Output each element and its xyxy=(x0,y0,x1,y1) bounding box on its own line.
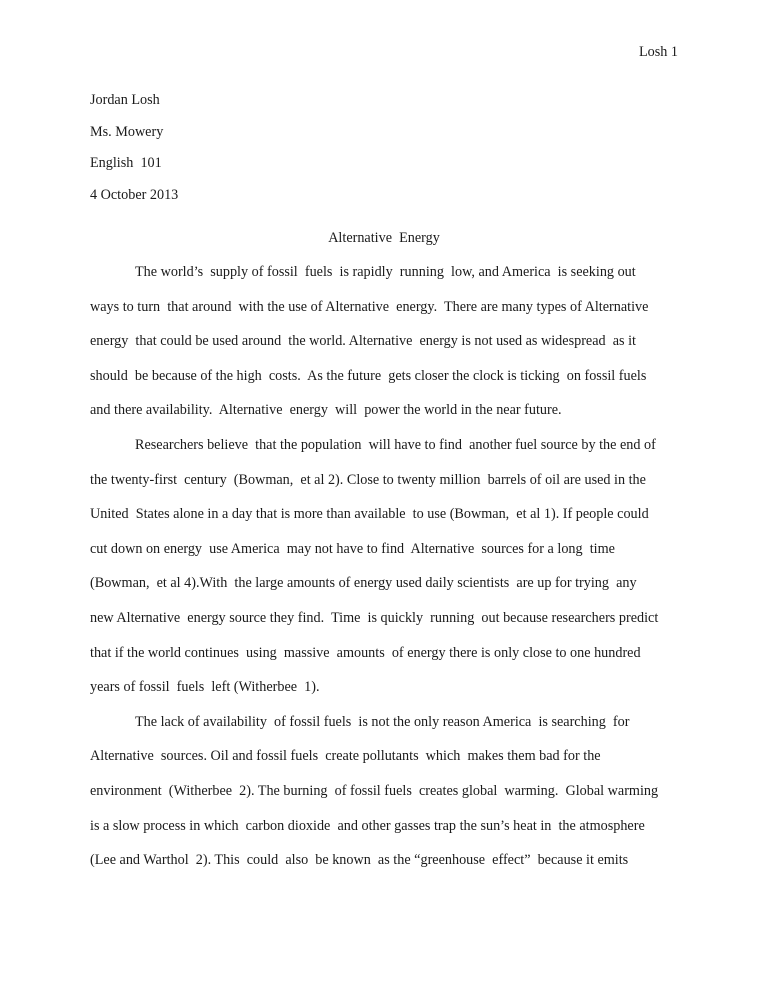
paragraph-2-line: (Bowman, et al 4).With the large amounts of energy used daily scientists are up for trying any xyxy=(90,575,637,592)
essay-title: Alternative Energy xyxy=(328,230,440,246)
author-name: Jordan Losh xyxy=(90,92,160,108)
paragraph-2-line: the twenty-first century (Bowman, et al 2). Close to twenty million barrels of oil are used in the xyxy=(90,471,646,488)
instructor-name: Ms. Mowery xyxy=(90,123,164,140)
paragraph-2-line: new Alternative energy source they find. Time is quickly running out because researchers predict xyxy=(90,609,659,626)
paragraph-2-line: years of fossil fuels left (Witherbee 1). xyxy=(90,679,320,696)
paragraph-1-line: ways to turn that around with the use of Alternative energy. There are many types of Alternative xyxy=(90,298,649,315)
running-head: Losh 1 xyxy=(638,44,678,60)
paragraph-2-line: cut down on energy use America may not have to find Alternative sources for a long time xyxy=(90,540,615,557)
paragraph-3-line: is a slow process in which carbon dioxide and other gasses trap the sun’s heat in the atmosphere xyxy=(90,817,645,834)
essay-body xyxy=(90,264,680,887)
paragraph-3-line: environment (Witherbee 2). The burning of fossil fuels creates global warming. Global warming xyxy=(90,782,659,799)
paragraph-3-line: The lack of availability of fossil fuels is not the only reason America is searching for xyxy=(135,713,630,730)
paragraph-1-line: The world’s supply of fossil fuels is rapidly running low, and America is seeking out xyxy=(135,264,636,280)
paragraph-2-line: Researchers believe that the population will have to find another fuel source by the end of xyxy=(135,436,656,453)
date-line: 4 October 2013 xyxy=(90,186,179,203)
paragraph-1-line: and there availability. Alternative energy will power the world in the near future. xyxy=(90,402,562,419)
mla-heading xyxy=(90,92,680,218)
paragraph-3-line: Alternative sources. Oil and fossil fuels create pollutants which makes them bad for the xyxy=(90,748,601,765)
paragraph-3-line: (Lee and Warthol 2). This could also be known as the “greenhouse effect” because it emits xyxy=(90,852,629,869)
course-name: English 101 xyxy=(90,155,162,171)
paragraph-1-line: should be because of the high costs. As the future gets closer the clock is ticking on fossil fuels xyxy=(90,367,647,384)
paragraph-2-line: United States alone in a day that is more than available to use (Bowman, et al 1). If people could xyxy=(90,506,649,523)
paragraph-1-line: energy that could be used around the world. Alternative energy is not used as widespread as it xyxy=(90,333,636,350)
paragraph-2-line: that if the world continues using massive amounts of energy there is only close to one hundred xyxy=(90,644,641,661)
